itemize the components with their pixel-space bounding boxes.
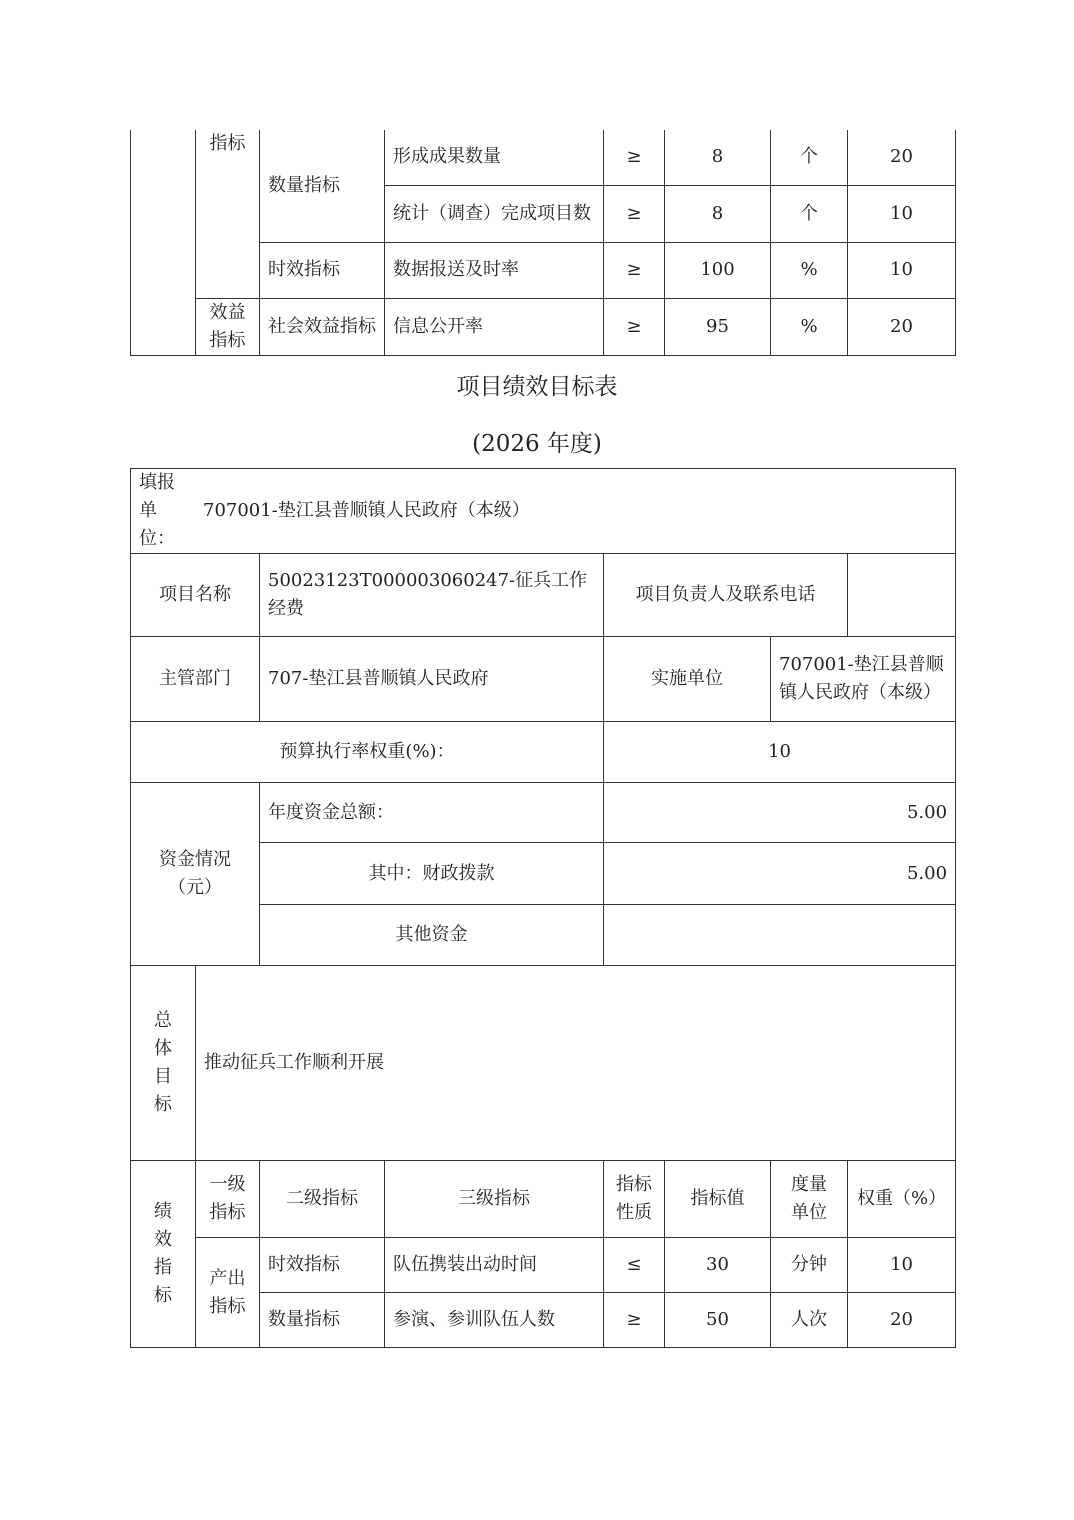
indicator-name: 队伍携装出动时间 (385, 1238, 604, 1293)
previous-indicator-table (130, 130, 956, 356)
header-nature: 指标性质 (604, 1161, 665, 1238)
level2-cell: 时效指标 (260, 1238, 385, 1293)
indicator-name: 数据报送及时率 (385, 242, 604, 298)
page-subtitle: (2026 年度) (472, 431, 602, 457)
level2-cell: 时效指标 (260, 242, 385, 298)
budget-rate-value: 10 (604, 722, 956, 783)
indicator-value: 8 (665, 185, 771, 242)
indicator-op: ≥ (604, 185, 665, 242)
level1-cell: 效益指标 (196, 298, 260, 355)
indicator-op: ≥ (604, 130, 665, 185)
indicator-weight: 10 (848, 242, 956, 298)
header-level2: 二级指标 (260, 1161, 385, 1238)
funds-fiscal-value: 5.00 (604, 843, 956, 905)
level2-cell: 数量指标 (260, 1293, 385, 1348)
indicator-name: 统计（调查）完成项目数 (385, 185, 604, 242)
level2-cell: 数量指标 (260, 130, 385, 242)
funds-total-value: 5.00 (604, 783, 956, 843)
indicator-unit: 个 (771, 185, 848, 242)
header-level1: 一级指标 (196, 1161, 260, 1238)
indicator-unit: 人次 (771, 1293, 848, 1348)
indicator-value: 30 (665, 1238, 771, 1293)
fill-unit-label: 填报单位： (139, 472, 175, 549)
header-value: 指标值 (665, 1161, 771, 1238)
funds-fiscal-label: 其中：财政拨款 (260, 843, 604, 905)
indicator-op: ≥ (604, 1293, 665, 1348)
indicator-weight: 20 (848, 130, 956, 185)
header-unit: 度量单位 (771, 1161, 848, 1238)
perf-label-text: 绩效指标 (153, 1201, 172, 1306)
fill-unit-row (131, 469, 956, 554)
funds-other-value (604, 905, 956, 966)
indicator-value: 50 (665, 1293, 771, 1348)
indicator-unit: 分钟 (771, 1238, 848, 1293)
funds-other-label: 其他资金 (260, 905, 604, 966)
indicator-unit: % (771, 298, 848, 355)
output-label: 产出指标 (196, 1238, 260, 1348)
goal-label-text: 总体目标 (153, 1010, 172, 1115)
indicator-value: 100 (665, 242, 771, 298)
indicator-unit: % (771, 242, 848, 298)
goal-value: 推动征兵工作顺利开展 (196, 966, 956, 1161)
indicator-value: 8 (665, 130, 771, 185)
header-level3: 三级指标 (385, 1161, 604, 1238)
performance-goal-table (130, 468, 956, 1348)
funds-label: 资金情况（元） (131, 783, 260, 966)
indicator-weight: 10 (848, 185, 956, 242)
impl-value: 707001-垫江县普顺镇人民政府（本级） (771, 637, 956, 722)
indicator-op: ≥ (604, 242, 665, 298)
indicator-name: 参演、参训队伍人数 (385, 1293, 604, 1348)
indicator-weight: 20 (848, 1293, 956, 1348)
page-title: 项目绩效目标表 (456, 374, 618, 400)
perf-label (131, 1161, 196, 1348)
goal-label (131, 966, 196, 1161)
blank-cell (131, 130, 196, 355)
indicator-weight: 10 (848, 1238, 956, 1293)
project-name-label: 项目名称 (131, 554, 260, 637)
indicator-unit: 个 (771, 130, 848, 185)
dept-value: 707-垫江县普顺镇人民政府 (260, 637, 604, 722)
indicator-weight: 20 (848, 298, 956, 355)
indicator-op: ≥ (604, 298, 665, 355)
project-name-value: 50023123T000003060247-征兵工作经费 (260, 554, 604, 637)
indicator-value: 95 (665, 298, 771, 355)
fill-unit-value: 707001-垫江县普顺镇人民政府（本级） (203, 500, 530, 521)
funds-total-label: 年度资金总额： (260, 783, 604, 843)
indicator-name: 信息公开率 (385, 298, 604, 355)
level2-cell: 社会效益指标 (260, 298, 385, 355)
impl-label: 实施单位 (604, 637, 771, 722)
header-weight: 权重（%） (848, 1161, 956, 1238)
contact-label: 项目负责人及联系电话 (604, 554, 848, 637)
level1-cell: 指标 (196, 130, 260, 298)
dept-label: 主管部门 (131, 637, 260, 722)
indicator-op: ≤ (604, 1238, 665, 1293)
contact-value (848, 554, 956, 637)
indicator-name: 形成成果数量 (385, 130, 604, 185)
budget-rate-label: 预算执行率权重(%)： (131, 722, 604, 783)
